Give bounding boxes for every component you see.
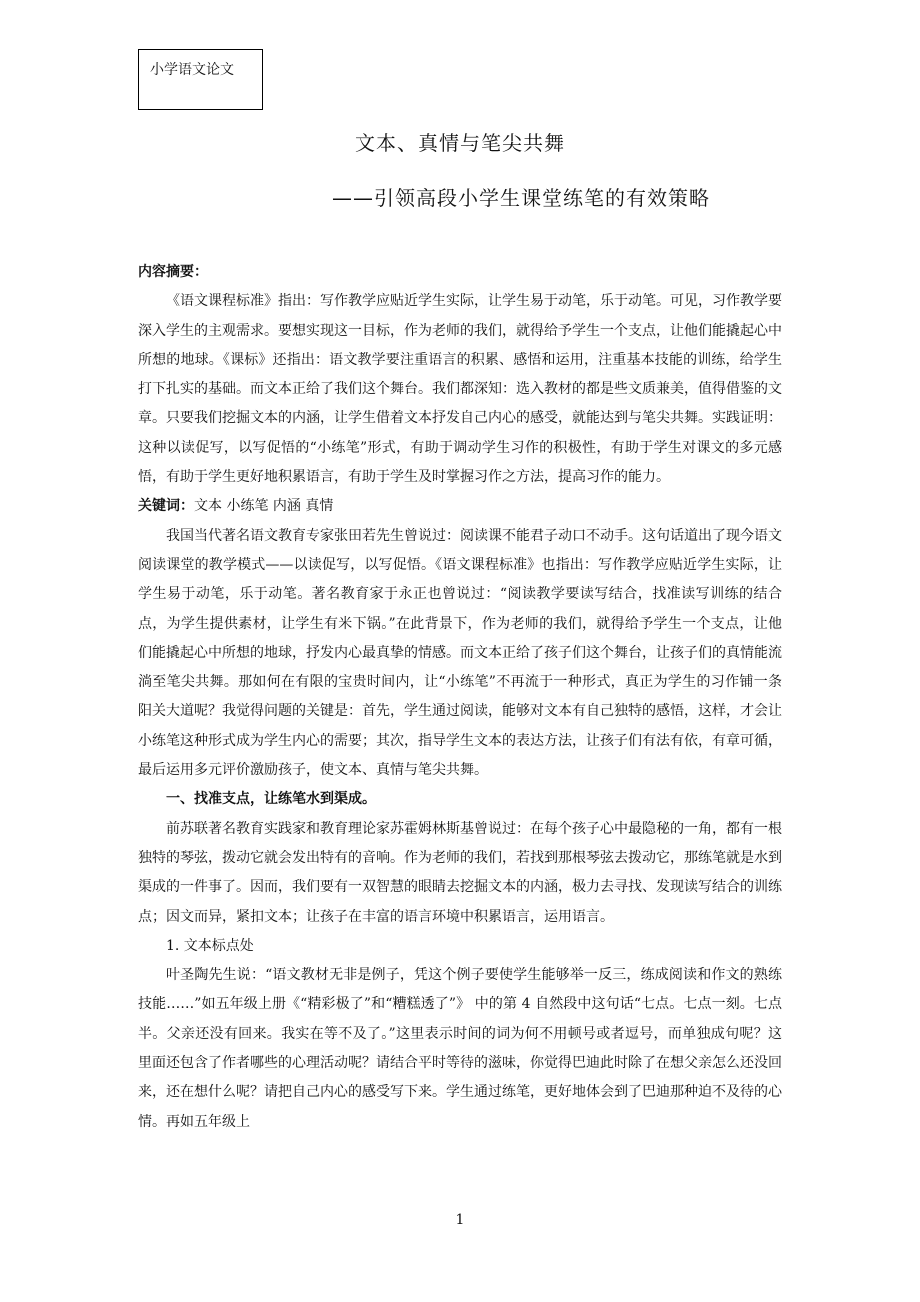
document-body (138, 258, 782, 1137)
page-number: 1 (455, 1212, 465, 1228)
category-tag-box (138, 49, 263, 110)
keywords-line (138, 492, 782, 521)
keywords-label: 关键词： (138, 498, 194, 515)
category-tag: 小学语文论文 (150, 62, 234, 78)
subsection-1-heading: 1. 文本标点处 (166, 937, 254, 954)
document-title: 文本、真情与笔尖共舞 (355, 131, 565, 155)
section-1-paragraph: 前苏联著名教育实践家和教育理论家苏霍姆林斯基曾说过：在每个孩子心中最隐秘的一角，都有一根独特的琴弦，拨动它就会发出特有的音响。作为老师的我们，若找到那根琴弦去拨动它，那练笔就是水到渠成的一件事了。因而，我们要有一双智慧的眼睛去挖掘文本的内涵，极力去寻找、发现读写结合的训练点；因文而异，紧扣文本；让孩子在丰富的语言环境中积累语言，运用语言。 (138, 820, 782, 925)
section-1-heading: 一、找准支点，让练笔水到渠成。 (166, 791, 376, 808)
abstract-label-line (138, 258, 782, 287)
subsection-1-paragraph: 叶圣陶先生说：“语文教材无非是例子，凭这个例子要使学生能够举一反三，练成阅读和作文的熟练技能……”如五年级上册《“精彩极了”和“糟糕透了”》 中的第 4 自然段中这句话“七点。七点一刻。七点半。父亲还没有回来。我实在等不及了。”这里表示时间的词为何不用顿号或者逗号，而单独成句呢？这里面还包含了作者哪些的心理活动呢？请结合平时等待的滋味，你觉得巴迪此时除了在想父亲怎么还没回来，还在想什么呢？请把自己内心的感受写下来。学生通过练笔，更好地体会到了巴迪那种迫不及待的心情。再如五年级上 (138, 967, 782, 1130)
keywords-value: 文本 小练笔 内涵 真情 (194, 498, 334, 515)
abstract-label: 内容摘要： (138, 264, 208, 280)
intro-paragraph: 我国当代著名语文教育专家张田若先生曾说过：阅读课不能君子动口不动手。这句话道出了现今语文阅读课堂的教学模式——以读促写，以写促悟。《语文课程标准》也指出：写作教学应贴近学生实际，让学生易于动笔，乐于动笔。著名教育家于永正也曾说过：“阅读教学要读写结合，找准读写训练的结合点，为学生提供素材，让学生有米下锅。”在此背景下，作为老师的我们，就得给予学生一个支点，让他们能撬起心中所想的地球，抒发内心最真挚的情感。而文本正给了孩子们这个舞台，让孩子们的真情能流淌至笔尖共舞。那如何在有限的宝贵时间内，让“小练笔”不再流于一种形式，真正为学生的习作铺一条阳关大道呢？我觉得问题的关键是：首先，学生通过阅读，能够对文本有自己独特的感悟，这样，才会让小练笔这种形式成为学生内心的需要；其次，指导学生文本的表达方法，让孩子们有法有依，有章可循，最后运用多元评价激励孩子，使文本、真情与笔尖共舞。 (138, 527, 782, 779)
abstract-paragraph: 《语文课程标准》指出：写作教学应贴近学生实际，让学生易于动笔，乐于动笔。可见，习作教学要深入学生的主观需求。要想实现这一目标，作为老师的我们，就得给予学生一个支点，让他们能撬起心中所想的地球。《课标》还指出：语文教学要注重语言的积累、感悟和运用，注重基本技能的训练，给学生打下扎实的基础。而文本正给了我们这个舞台。我们都深知：选入教材的都是些文质兼美，值得借鉴的文章。只要我们挖掘文本的内涵，让学生借着文本抒发自己内心的感受，就能达到与笔尖共舞。实践证明：这种以读促写，以写促悟的“小练笔”形式，有助于调动学生习作的积极性，有助于学生对课文的多元感悟，有助于学生更好地积累语言，有助于学生及时掌握习作之方法，提高习作的能力。 (138, 293, 782, 486)
document-subtitle: ——引领高段小学生课堂练笔的有效策略 (332, 186, 710, 210)
